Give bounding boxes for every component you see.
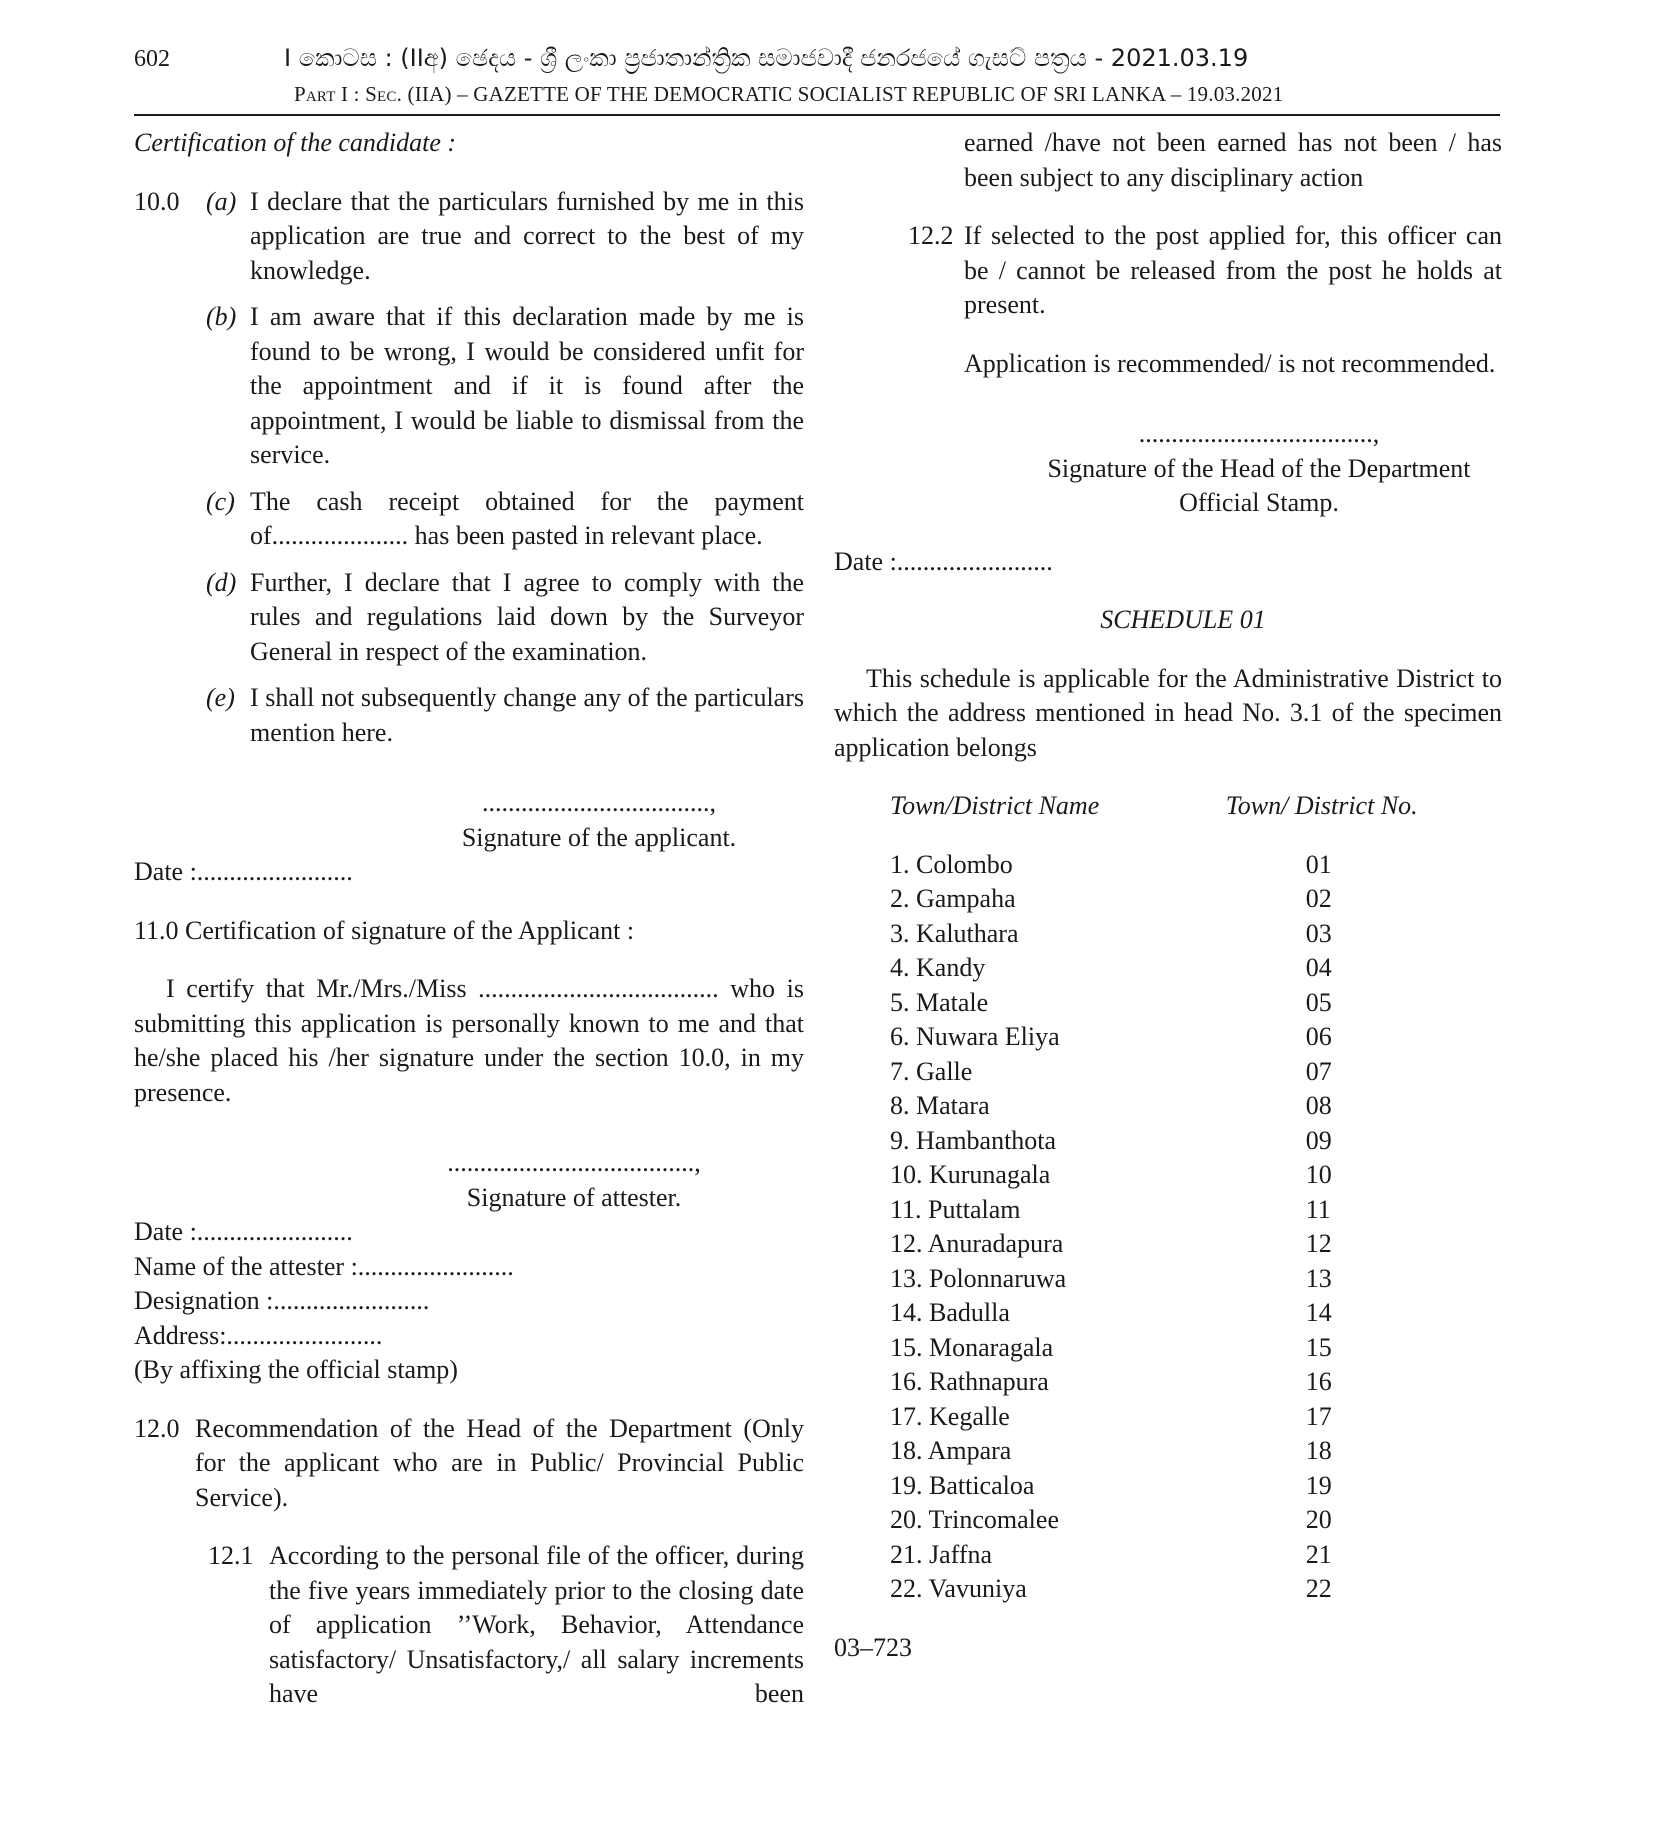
attester-signature-block (404, 1146, 744, 1215)
district-number: 03 (1305, 918, 1332, 948)
district-name: 20. Trincomalee (890, 1505, 1059, 1534)
address-field: Address:........................ (134, 1320, 383, 1350)
header-rule (134, 114, 1500, 116)
item-text: I declare that the particulars furnished by me in this application are true and correct to the best of my knowledge. (250, 186, 804, 285)
item-label: (e) (206, 683, 235, 712)
district-number: 21 (1305, 1539, 1332, 1569)
applicant-signature-label: Signature of the applicant. (461, 822, 737, 852)
table-row (890, 1124, 1502, 1159)
item-label: (c) (206, 486, 235, 516)
district-number: 18 (1305, 1436, 1332, 1465)
district-name: 14. Badulla (890, 1298, 1010, 1327)
section-11-title: 11.0 Certification of signature of the Applicant : (134, 915, 635, 945)
district-number: 16 (1305, 1367, 1332, 1396)
district-number: 19 (1305, 1470, 1332, 1500)
header-rest: (IIA) – GAZETTE OF THE DEMOCRATIC SOCIALIST REPUBLIC OF SRI LANKA – 19.03.2021 (407, 82, 1284, 106)
district-name: 3. Kaluthara (890, 918, 1019, 948)
district-number: 04 (1305, 953, 1332, 982)
district-number: 01 (1305, 849, 1332, 879)
table-row (890, 1158, 1502, 1193)
district-number: 05 (1305, 987, 1332, 1017)
item-label: (b) (206, 302, 237, 331)
table-row (890, 1089, 1502, 1124)
right-column (834, 126, 1502, 1665)
date-field: Date :........................ (134, 1217, 353, 1246)
district-name: 19. Batticaloa (890, 1470, 1035, 1500)
district-number: 12 (1305, 1229, 1332, 1258)
table-header-row (890, 789, 1502, 824)
district-name: 10. Kurunagala (890, 1160, 1051, 1189)
stamp-note: (By affixing the official stamp) (134, 1355, 458, 1384)
left-column (134, 126, 804, 1712)
declaration-item (206, 485, 804, 554)
district-name: 9. Hambanthota (890, 1125, 1057, 1155)
attester-signature-dots: ......................................, (447, 1148, 701, 1177)
district-name: 16. Rathnapura (890, 1367, 1049, 1396)
header-sec: Sec. (365, 82, 403, 106)
section-12-number: 12.0 (134, 1413, 180, 1443)
item-text: Further, I declare that I agree to comply with the rules and regulations laid down by the Surveyor General in respect of the examination. (250, 567, 804, 666)
official-stamp-label: Official Stamp. (1179, 488, 1339, 517)
header-sinhala: I කොටස : (IIඅ) ඡෙදය - ශ්‍රී ලංකා ප්‍රජාතාන්ත්‍රික සමාජවාදී ජනරජයේ ගැසට් පත්‍රය - 2021.03.19 (284, 44, 1249, 72)
head-signature-label: Signature of the Head of the Department (1047, 453, 1471, 483)
district-table (890, 789, 1502, 1607)
section-10-number: 10.0 (134, 186, 180, 216)
header-part: Part I (294, 82, 349, 106)
table-row (890, 1503, 1502, 1538)
district-name: 18. Ampara (890, 1436, 1012, 1465)
district-number: 13 (1305, 1263, 1332, 1293)
district-name: 5. Matale (890, 987, 989, 1017)
district-number: 09 (1305, 1125, 1332, 1155)
table-row (890, 1572, 1502, 1607)
section-12-1-number: 12.1 (208, 1541, 254, 1570)
applicant-signature-dots: ..................................., (482, 788, 716, 817)
table-row (890, 848, 1502, 883)
declaration-item (206, 566, 804, 670)
date-field: Date :........................ (834, 546, 1053, 576)
section-12-1-continuation: earned /have not been earned has not been / has been subject to any disciplinary action (964, 128, 1502, 192)
table-row (890, 951, 1502, 986)
page-number: 602 (134, 46, 170, 72)
table-row (890, 1296, 1502, 1331)
section-12-1 (208, 1539, 804, 1712)
section-12-2 (908, 219, 1502, 323)
certification-title: Certification of the candidate : (134, 128, 457, 157)
district-number: 17 (1305, 1401, 1332, 1431)
head-signature-block (1034, 417, 1484, 521)
section-12-2-text: If selected to the post applied for, this officer can be / cannot be released from the post he holds at present. (964, 221, 1502, 319)
district-name: 8. Matara (890, 1091, 990, 1120)
table-row (890, 986, 1502, 1021)
declaration-item (206, 300, 804, 473)
district-name: 4. Kandy (890, 953, 986, 982)
item-text: I am aware that if this declaration made by me is found to be wrong, I would be considered unfit for the appointment and if it is found after the appointment, I would be liable to dismissal from the service. (250, 302, 804, 469)
district-rows (890, 848, 1502, 1607)
district-name: 13. Polonnaruwa (890, 1263, 1067, 1293)
table-row (890, 1193, 1502, 1228)
table-row (890, 1262, 1502, 1297)
item-text: The cash receipt obtained for the payment of..................... has been pasted in relevant place. (250, 486, 804, 550)
district-name: 7. Galle (890, 1056, 973, 1086)
applicant-signature-block (434, 786, 764, 855)
section-12-2-number: 12.2 (908, 221, 954, 250)
district-name: 15. Monaragala (890, 1332, 1054, 1362)
header-english: Part I : Sec. (IIA) – GAZETTE OF THE DEMOCRATIC SOCIALIST REPUBLIC OF SRI LANKA – 19.03.2021 (294, 82, 1284, 106)
table-row (890, 1400, 1502, 1435)
column-header-number: Town/ District No. (1225, 791, 1418, 820)
district-name: 11. Puttalam (890, 1194, 1021, 1224)
district-number: 02 (1305, 884, 1332, 913)
column-header-name: Town/District Name (890, 791, 1100, 820)
district-number: 14 (1305, 1298, 1332, 1327)
district-name: 2. Gampaha (890, 884, 1016, 913)
district-number: 15 (1305, 1332, 1332, 1362)
reference-number: 03–723 (834, 1632, 912, 1662)
designation-field: Designation :........................ (134, 1286, 430, 1315)
table-row (890, 1365, 1502, 1400)
district-number: 08 (1305, 1091, 1332, 1120)
attester-name-field: Name of the attester :........................ (134, 1251, 514, 1281)
schedule-intro: This schedule is applicable for the Administrative District to which the address mentioned in head No. 3.1 of the specimen application belongs (834, 663, 1502, 762)
district-number: 20 (1305, 1505, 1332, 1534)
section-10-items (206, 185, 804, 751)
table-row (890, 882, 1502, 917)
declaration-item (206, 185, 804, 289)
district-number: 22 (1305, 1574, 1332, 1603)
district-number: 11 (1305, 1194, 1331, 1224)
district-name: 17. Kegalle (890, 1401, 1010, 1431)
head-signature-dots: ...................................., (1138, 419, 1380, 448)
item-text: I shall not subsequently change any of the particulars mention here. (250, 683, 804, 747)
district-name: 21. Jaffna (890, 1539, 993, 1569)
table-row (890, 1434, 1502, 1469)
section-11-text: I certify that Mr./Mrs./Miss ..................................... who is submitting this application is personally known to me and that he/she placed his /her signature under the section 10.0, in my presence. (134, 974, 804, 1107)
section-12-1-text: According to the personal file of the officer, during the five years immediately prior to the closing date of application ’’Work, Behavior, Attendance satisfactory/ Unsatisfactory,/ all salary increments have been (269, 1541, 804, 1708)
recommendation-text: Application is recommended/ is not recommended. (964, 348, 1496, 378)
item-label: (a) (206, 186, 237, 216)
table-row (890, 1331, 1502, 1366)
section-12 (134, 1412, 804, 1516)
district-number: 10 (1305, 1160, 1332, 1189)
schedule-title: SCHEDULE 01 (1100, 605, 1266, 634)
district-name: 6. Nuwara Eliya (890, 1022, 1060, 1051)
section-10 (134, 185, 804, 751)
table-row (890, 1538, 1502, 1573)
table-row (890, 1469, 1502, 1504)
district-name: 22. Vavuniya (890, 1574, 1027, 1603)
table-row (890, 1227, 1502, 1262)
item-label: (d) (206, 567, 237, 597)
date-field: Date :........................ (134, 857, 353, 886)
attester-signature-label: Signature of attester. (466, 1182, 682, 1212)
table-row (890, 1020, 1502, 1055)
table-row (890, 1055, 1502, 1090)
district-name: 1. Colombo (890, 849, 1013, 879)
district-name: 12. Anuradapura (890, 1229, 1064, 1258)
table-row (890, 917, 1502, 952)
declaration-item (206, 681, 804, 750)
section-12-text: Recommendation of the Head of the Department (Only for the applicant who are in Public/ Provincial Public Service). (195, 1413, 804, 1512)
district-number: 07 (1305, 1056, 1332, 1086)
district-number: 06 (1305, 1022, 1332, 1051)
